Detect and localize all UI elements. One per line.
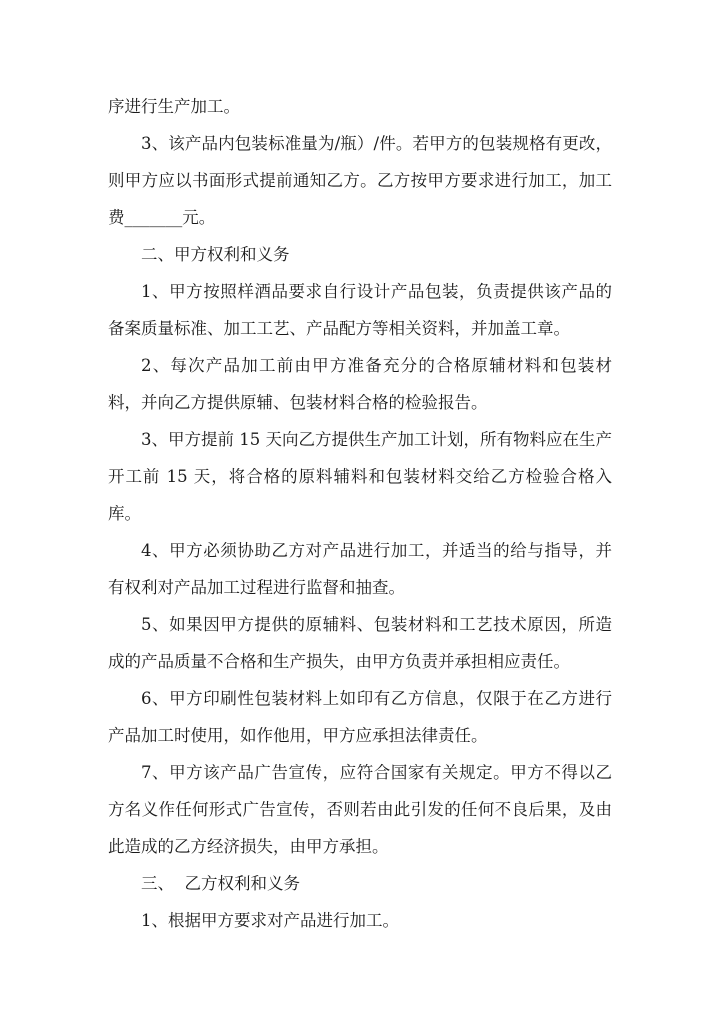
- document-page: [108, 88, 612, 939]
- section-heading-party-a: 二、甲方权利和义务: [141, 245, 290, 264]
- paragraph-party-a-2: 2、每次产品加工前由甲方准备充分的合格原辅材料和包装材料，并向乙方提供原辅、包装材料合格的检验报告。: [108, 356, 612, 412]
- paragraph-continuation: 序进行生产加工。: [108, 97, 240, 116]
- section-heading-party-b: 三、 乙方权利和义务: [141, 874, 300, 893]
- paragraph-party-b-1: 1、根据甲方要求对产品进行加工。: [141, 911, 399, 930]
- paragraph-party-a-6: 6、甲方印刷性包装材料上如印有乙方信息，仅限于在乙方进行产品加工时使用，如作他用，甲方应承担法律责任。: [108, 689, 612, 745]
- paragraph-party-a-1: 1、甲方按照样酒品要求自行设计产品包装，负责提供该产品的备案质量标准、加工工艺、产品配方等相关资料，并加盖工章。: [108, 282, 612, 338]
- paragraph-party-a-4: 4、甲方必须协助乙方对产品进行加工，并适当的给与指导，并有权利对产品加工过程进行监督和抽查。: [108, 541, 612, 597]
- paragraph-party-a-5: 5、如果因甲方提供的原辅料、包装材料和工艺技术原因，所造成的产品质量不合格和生产损失，由甲方负责并承担相应责任。: [108, 615, 612, 671]
- paragraph-packaging-standard: 3、该产品内包装标准量为/瓶）/件。若甲方的包装规格有更改，则甲方应以书面形式提前通知乙方。乙方按甲方要求进行加工，加工费_______元。: [108, 134, 612, 227]
- paragraph-party-a-7: 7、甲方该产品广告宣传，应符合国家有关规定。甲方不得以乙方名义作任何形式广告宣传，否则若由此引发的任何不良后果，及由此造成的乙方经济损失，由甲方承担。: [108, 763, 612, 856]
- paragraph-party-a-3: 3、甲方提前 15 天向乙方提供生产加工计划，所有物料应在生产开工前 15 天，将合格的原料辅料和包装材料交给乙方检验合格入库。: [108, 430, 612, 523]
